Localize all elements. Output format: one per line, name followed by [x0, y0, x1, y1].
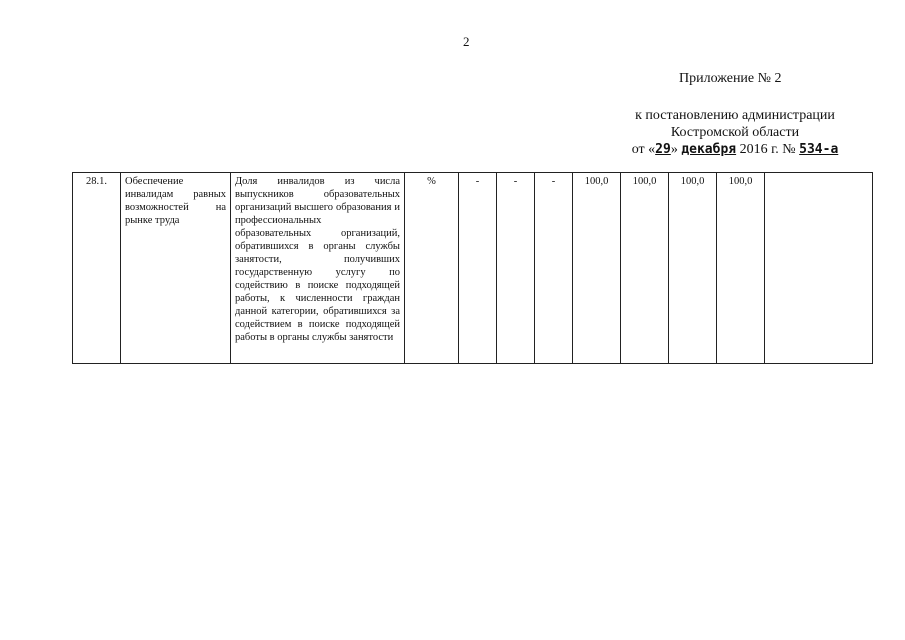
value-cell: 100,0: [573, 173, 621, 364]
event-name: Обеспечение инвалидам равных возможностей на рынке труда: [121, 173, 231, 364]
value-cell: 100,0: [621, 173, 669, 364]
value-cell: 100,0: [669, 173, 717, 364]
date-separator: »: [670, 142, 678, 157]
indicator-name: Доля инвалидов из числа выпускников образовательных организаций высшего образования и профессиональных образовательных организаций, обратившихся в органы службы занятости, получивших государственную услугу по содействию в поиске подходящей работы, к численности граждан данной категории, обратившихся за содействием в поиске подходящей работы в органы службы занятости: [231, 173, 405, 364]
date-day: 29: [655, 142, 671, 157]
page-number: 2: [463, 34, 470, 49]
row-number: 28.1.: [73, 173, 121, 364]
value-cell: [765, 173, 873, 364]
decree-date-line: [600, 141, 870, 158]
table-row: [73, 173, 873, 364]
date-prefix: от «: [631, 142, 656, 157]
value-cell: -: [535, 173, 573, 364]
appendix-title: Приложение № 2: [679, 71, 782, 86]
decree-line-1: к постановлению администрации: [635, 108, 835, 123]
date-year: 2016 г. №: [739, 142, 796, 157]
value-cell: 100,0: [717, 173, 765, 364]
decree-number: 534-а: [799, 142, 839, 157]
value-cell: -: [459, 173, 497, 364]
date-month: декабря: [681, 142, 737, 157]
indicators-table: [72, 172, 873, 364]
decree-reference: [600, 107, 870, 158]
decree-line-2: Костромской области: [670, 125, 800, 140]
unit-of-measure: %: [405, 173, 459, 364]
value-cell: -: [497, 173, 535, 364]
